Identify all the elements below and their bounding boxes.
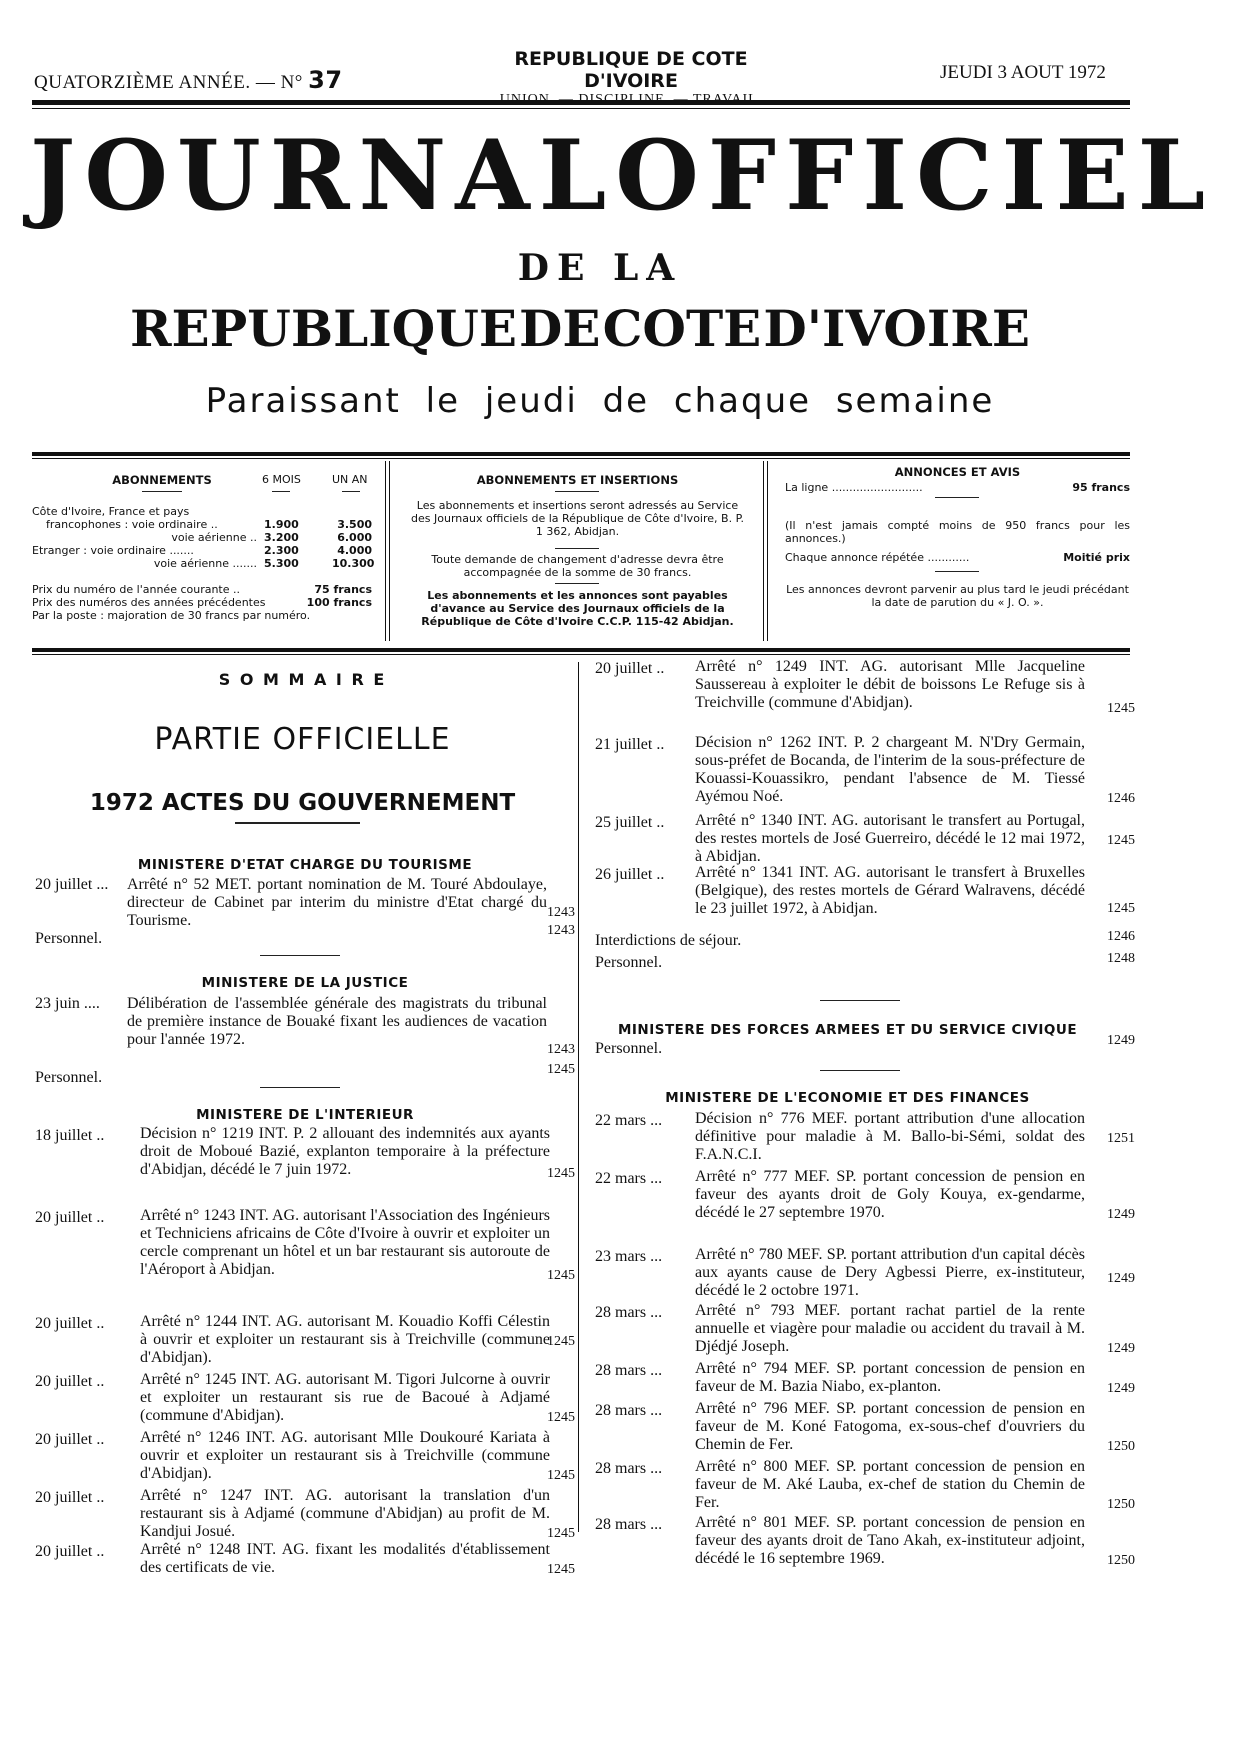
rate-value: 6.000 xyxy=(337,531,372,544)
entry-page: 1245 xyxy=(547,1334,575,1349)
entry-text: Arrêté n° 777 MEF. SP. portant concession de pension en faveur des ayants droit de Goly Kouya, ex-gendarme, décédé le 27 septembre 1970. xyxy=(695,1168,1085,1221)
entry-text: Arrêté n° 794 MEF. SP. portant concession de pension en faveur de M. Bazia Niabo, ex-planton. xyxy=(695,1360,1085,1395)
rate-value: 2.300 xyxy=(264,544,299,557)
entry-page: 1245 xyxy=(547,1062,575,1077)
list-item[interactable] xyxy=(35,923,575,956)
entry-page: 1251 xyxy=(1107,1131,1135,1146)
rate-row: francophones : voie ordinaire .. xyxy=(46,518,218,531)
entry-page: 1249 xyxy=(1107,1207,1135,1222)
entry-text: Arrêté n° 1249 INT. AG. autorisant Mlle Jacqueline Saussereau à exploiter le débit de boissons Le Refuge sis à Treichville (commune d'Abidjan). xyxy=(695,658,1085,711)
masthead-title xyxy=(30,119,1215,232)
divider xyxy=(260,955,340,956)
interieur-entries-left xyxy=(35,1125,575,1581)
box-annonces xyxy=(785,461,1130,644)
entry-page: 1250 xyxy=(1107,1439,1135,1454)
list-item[interactable] xyxy=(595,1246,1135,1302)
entry-page: 1249 xyxy=(1107,1381,1135,1396)
list-item[interactable] xyxy=(595,1458,1135,1514)
entry-page: 1243 xyxy=(547,923,575,938)
entry-text: Arrêté n° 1248 INT. AG. fixant les modalités d'établissement des certificats de vie. xyxy=(140,1541,550,1576)
entry-date: 28 mars ... xyxy=(595,1516,663,1533)
actes-title: 1972 ACTES DU GOUVERNEMENT xyxy=(89,790,516,816)
list-item[interactable] xyxy=(35,1313,575,1371)
box-title: ABONNEMENTS xyxy=(112,473,212,487)
entry-text: Arrêté n° 1243 INT. AG. autorisant l'Association des Ingénieurs et Techniciens africains de Côte d'Ivoire à ouvrir et exploiter un cercle comprenant un hôtel et un bar restaurant sis autoroute de l'Aéroport à Abidjan. xyxy=(140,1207,550,1278)
entry-date: 20 juillet .. xyxy=(35,1373,105,1390)
entry-text: Décision n° 1262 INT. P. 2 chargeant M. N'Dry Germain, sous-préfet de Bocanda, de l'interim de la sous-préfecture de Kouassi-Kouassikro, pendant l'absence de M. Tiessé Ayémou Noé. xyxy=(695,734,1085,805)
repeat-label: Chaque annonce répétée ............ xyxy=(785,551,970,564)
divider xyxy=(235,822,360,824)
entry-page: 1250 xyxy=(1107,1497,1135,1512)
rate-row: Etranger : voie ordinaire ....... xyxy=(32,544,194,557)
box-divider xyxy=(389,461,390,641)
entry-page: 1245 xyxy=(547,1468,575,1483)
masthead-word-officiel: OFFICIEL xyxy=(615,119,1215,232)
entry-text: Arrêté n° 1244 INT. AG. autorisant M. Kouadio Koffi Célestin à ouvrir et exploiter un restaurant sis à Treichville (commune d'Abidjan). xyxy=(140,1313,550,1366)
insertions-p3: Les abonnements et les annonces sont payables d'avance au Service des Journaux officiels de la République de Côte d'Ivoire C.C.P. 115-42 Abidjan. xyxy=(421,589,734,628)
entry-page: 1248 xyxy=(1107,951,1135,966)
entry-date: 28 mars ... xyxy=(595,1362,663,1379)
price-value: 100 francs xyxy=(306,596,372,609)
entry-text: Arrêté n° 1341 INT. AG. autorisant le transfert à Bruxelles (Belgique), des restes mortels de Gérard Walravens, décédé le 23 juillet 1972, à Abidjan. xyxy=(695,864,1085,917)
divider xyxy=(935,571,979,572)
entry-label: Personnel. xyxy=(595,1040,663,1057)
entry-page: 1245 xyxy=(547,1166,575,1181)
rate-row: voie aérienne ....... xyxy=(153,557,257,570)
entry-date: 20 juillet .. xyxy=(35,1489,105,1506)
list-item[interactable] xyxy=(595,864,1135,932)
entry-label: Personnel. xyxy=(35,930,103,947)
rates-un-an xyxy=(332,518,375,570)
masthead-republic xyxy=(130,299,1030,358)
price-label: Par la poste : majoration de 30 francs par numéro. xyxy=(32,609,311,622)
entry-text: Délibération de l'assemblée générale des magistrats du tribunal de première instance de Bouaké fixant les audiences de vacation pour l'année 1972. xyxy=(127,995,547,1048)
justice-entries xyxy=(35,995,575,1095)
divider xyxy=(342,491,360,492)
entry-date: 20 juillet .. xyxy=(35,1209,105,1226)
entry-text: Arrêté n° 796 MEF. SP. portant concession de pension en faveur de M. Koné Fatogoma, ex-sous-chef d'ouvriers du Chemin de Fer. xyxy=(695,1400,1085,1453)
repeat-value: Moitié prix xyxy=(1063,551,1130,564)
year-label: QUATORZIÈME ANNÉE. — N° xyxy=(34,72,303,93)
rate-value: 3.200 xyxy=(264,531,299,544)
rate-value: 3.500 xyxy=(337,518,372,531)
divider xyxy=(555,548,599,549)
issue-line xyxy=(34,66,343,94)
entry-date: 26 juillet .. xyxy=(595,866,665,883)
list-item[interactable] xyxy=(595,1110,1135,1168)
box-abonnements xyxy=(32,461,377,644)
sommaire-title: S O M M A I R E xyxy=(218,670,387,689)
partie-officielle: PARTIE OFFICIELLE xyxy=(154,722,451,757)
rate-row: Côte d'Ivoire, France et pays xyxy=(32,505,190,518)
divider xyxy=(260,1087,340,1088)
masthead-de-la: DE LA xyxy=(517,247,683,289)
entry-date: 28 mars ... xyxy=(595,1460,663,1477)
rep-word: D'IVOIRE xyxy=(763,299,1030,358)
entry-date: 25 juillet .. xyxy=(595,814,665,831)
annonce-line xyxy=(785,481,1130,494)
box-insertions xyxy=(405,461,750,644)
section-forces: MINISTERE DES FORCES ARMEES ET DU SERVICE CIVIQUE xyxy=(617,1022,1078,1038)
entry-text: Arrêté n° 1245 INT. AG. autorisant M. Tigori Julcorne à ouvrir et exploiter un restaurant sis rue de Bacoué à Adjamé (commune d'Abidjan). xyxy=(140,1371,550,1424)
box-rule-bottom-thin xyxy=(32,654,1130,655)
rate-row: voie aérienne .. xyxy=(171,531,257,544)
entry-page: 1246 xyxy=(1107,791,1135,806)
entry-label: Personnel. xyxy=(595,954,663,971)
entry-date: 20 juillet ... xyxy=(35,876,109,893)
country-name: REPUBLIQUE DE COTE D'IVOIRE xyxy=(514,48,748,92)
entry-page: 1245 xyxy=(1107,701,1135,716)
issue-number: 37 xyxy=(308,66,343,94)
entry-label: Interdictions de séjour. xyxy=(595,932,742,949)
annonce-repeat xyxy=(785,551,1130,564)
annonce-min: (Il n'est jamais compté moins de 950 francs pour les annonces.) xyxy=(785,519,1130,545)
entry-date: 23 juin .... xyxy=(35,995,100,1012)
entry-date: 22 mars ... xyxy=(595,1170,663,1187)
box-divider xyxy=(385,461,386,641)
entry-page: 1245 xyxy=(1107,833,1135,848)
box-divider xyxy=(767,461,768,641)
list-item[interactable] xyxy=(35,1371,575,1429)
box-divider xyxy=(763,461,764,641)
entry-text: Arrêté n° 1340 INT. AG. autorisant le transfert au Portugal, des restes mortels de José Guerreiro, décédé le 12 mai 1972, à Abidjan. xyxy=(695,812,1085,865)
divider xyxy=(272,491,290,492)
box-rule-top xyxy=(32,452,1130,456)
entry-page: 1243 xyxy=(547,1042,575,1057)
list-item[interactable] xyxy=(595,734,1135,812)
entry-text: Arrêté n° 780 MEF. SP. portant attribution d'un capital décès aux ayants cause de Dery Agbessi Pierre, ex-instituteur, décédé le 2 octobre 1971. xyxy=(695,1246,1085,1299)
entry-page: 1246 xyxy=(1107,929,1135,944)
divider xyxy=(820,1000,900,1001)
rate-value: 4.000 xyxy=(337,544,372,557)
col-6mois: 6 MOIS xyxy=(262,473,301,486)
entry-page: 1245 xyxy=(547,1562,575,1577)
list-item[interactable] xyxy=(35,1541,575,1581)
entry-date: 18 juillet .. xyxy=(35,1127,105,1144)
list-item[interactable] xyxy=(595,1033,1135,1062)
list-item[interactable] xyxy=(35,1207,575,1313)
issue-date: JEUDI 3 AOUT 1972 xyxy=(940,62,1106,83)
rate-value: 10.300 xyxy=(332,557,375,570)
list-item[interactable] xyxy=(35,1062,575,1095)
list-item[interactable] xyxy=(595,951,1135,976)
section-interieur: MINISTERE DE L'INTERIEUR xyxy=(196,1107,414,1123)
rep-word: REPUBLIQUE xyxy=(130,299,517,358)
list-item[interactable] xyxy=(35,876,575,936)
entry-page: 1245 xyxy=(547,1268,575,1283)
list-item[interactable] xyxy=(595,658,1135,734)
entry-date: 22 mars ... xyxy=(595,1112,663,1129)
box-title: ANNONCES ET AVIS xyxy=(894,465,1021,479)
box-rule-bottom xyxy=(32,648,1130,652)
entry-text: Arrêté n° 793 MEF. portant rachat partiel de la rente annuelle et viagère pour maladie ou accident du travail à M. Djédjé Joseph. xyxy=(695,1302,1085,1355)
list-item[interactable] xyxy=(35,1125,575,1207)
entry-text: Arrêté n° 801 MEF. SP. portant concession de pension en faveur des ayants droit de Tano Akah, ex-instituteur adjoint, décédé le 16 septembre 1969. xyxy=(695,1514,1085,1567)
price-value: 75 francs xyxy=(314,583,372,596)
entry-page: 1243 xyxy=(547,905,575,920)
price-label: Prix du numéro de l'année courante .. xyxy=(32,583,241,596)
list-item[interactable] xyxy=(35,1429,575,1487)
entry-page: 1249 xyxy=(1107,1341,1135,1356)
rep-word: DE xyxy=(519,299,601,358)
prices xyxy=(32,583,372,622)
insertions-p1: Les abonnements et insertions seront adressés au Service des Journaux officiels de la République de Côte d'Ivoire, B. P. 1 362, Abidjan. xyxy=(411,499,744,538)
divider xyxy=(820,1070,900,1071)
list-item[interactable] xyxy=(35,995,575,1075)
entry-date: 20 juillet .. xyxy=(595,660,665,677)
list-item[interactable] xyxy=(595,1514,1135,1574)
entry-text: Arrêté n° 800 MEF. SP. portant concession de pension en faveur de M. Aké Lauba, ex-chef de station du Chemin de Fer. xyxy=(695,1458,1085,1511)
entry-page: 1245 xyxy=(1107,901,1135,916)
box-rule-top-thin xyxy=(32,458,1130,459)
entry-text: Arrêté n° 1247 INT. AG. autorisant la translation d'un restaurant sis à Adjamé (commune d'Abidjan) au profit de M. Kandjui Josué. xyxy=(140,1487,550,1540)
column-separator xyxy=(578,662,579,1532)
entry-page: 1250 xyxy=(1107,1553,1135,1568)
box-title: ABONNEMENTS ET INSERTIONS xyxy=(476,473,679,487)
rates-6mois xyxy=(264,518,299,570)
divider xyxy=(935,497,979,498)
entry-label: Personnel. xyxy=(35,1069,103,1086)
section-justice: MINISTERE DE LA JUSTICE xyxy=(201,975,409,991)
line-label: La ligne .......................... xyxy=(785,481,923,494)
annonce-deadline: Les annonces devront parvenir au plus tard le jeudi précédant la date de parution du « J. O. ». xyxy=(786,583,1129,609)
list-item[interactable] xyxy=(595,1360,1135,1400)
entry-date: 28 mars ... xyxy=(595,1304,663,1321)
entry-date: 20 juillet .. xyxy=(35,1543,105,1560)
forces-entries xyxy=(595,1033,1135,1062)
tagline: Paraissant le jeudi de chaque semaine xyxy=(205,381,995,421)
entry-page: 1245 xyxy=(547,1410,575,1425)
rate-value: 1.900 xyxy=(264,518,299,531)
section-economie: MINISTERE DE L'ECONOMIE ET DES FINANCES xyxy=(665,1090,1030,1106)
rep-word: COTE xyxy=(602,299,762,358)
list-item[interactable] xyxy=(35,1487,575,1541)
line-value: 95 francs xyxy=(1072,481,1130,494)
tourisme-entries xyxy=(35,876,575,956)
divider xyxy=(555,583,599,584)
rates-labels xyxy=(32,505,257,570)
header-rule-thick xyxy=(32,100,1130,105)
divider xyxy=(142,491,182,492)
interieur-entries-right xyxy=(595,658,1135,976)
price-label: Prix des numéros des années précédentes xyxy=(32,596,266,609)
entry-date: 28 mars ... xyxy=(595,1402,663,1419)
entry-page: 1249 xyxy=(1107,1033,1135,1048)
list-item[interactable] xyxy=(595,812,1135,864)
rate-value: 5.300 xyxy=(264,557,299,570)
entry-text: Arrêté n° 52 MET. portant nomination de M. Touré Abdoulaye, directeur de Cabinet par interim du ministre d'Etat chargé du Tourisme. xyxy=(127,876,547,929)
entry-page: 1245 xyxy=(547,1526,575,1541)
insertions-p2: Toute demande de changement d'adresse devra être accompagnée de la somme de 30 francs. xyxy=(431,553,724,579)
list-item[interactable] xyxy=(595,1302,1135,1360)
entry-date: 20 juillet .. xyxy=(35,1315,105,1332)
list-item[interactable] xyxy=(595,929,1135,954)
list-item[interactable] xyxy=(595,1400,1135,1458)
entry-date: 23 mars ... xyxy=(595,1248,663,1265)
header-rule-thin xyxy=(32,108,1130,109)
list-item[interactable] xyxy=(595,1168,1135,1246)
entry-text: Décision n° 776 MEF. portant attribution d'une allocation définitive pour maladie à M. Ballo-bi-Sémi, soldat des F.A.N.C.I. xyxy=(695,1110,1085,1163)
entry-text: Arrêté n° 1246 INT. AG. autorisant Mlle Doukouré Kariata à ouvrir et exploiter un restaurant sis à Treichville (commune d'Abidjan). xyxy=(140,1429,550,1482)
entry-date: 21 juillet .. xyxy=(595,736,665,753)
entry-text: Décision n° 1219 INT. P. 2 allouant des indemnités aux ayants droit de Moboué Bazié, explanton temporaire à la préfecture d'Abidjan, décédé le 7 juin 1972. xyxy=(140,1125,550,1178)
col-un-an: UN AN xyxy=(332,473,368,486)
economie-entries xyxy=(595,1110,1135,1574)
entry-page: 1249 xyxy=(1107,1271,1135,1286)
masthead-word-journal: JOURNAL xyxy=(30,119,616,232)
country-block xyxy=(472,48,790,108)
entry-date: 20 juillet .. xyxy=(35,1431,105,1448)
section-tourisme: MINISTERE D'ETAT CHARGE DU TOURISME xyxy=(137,857,473,873)
divider xyxy=(555,491,599,492)
